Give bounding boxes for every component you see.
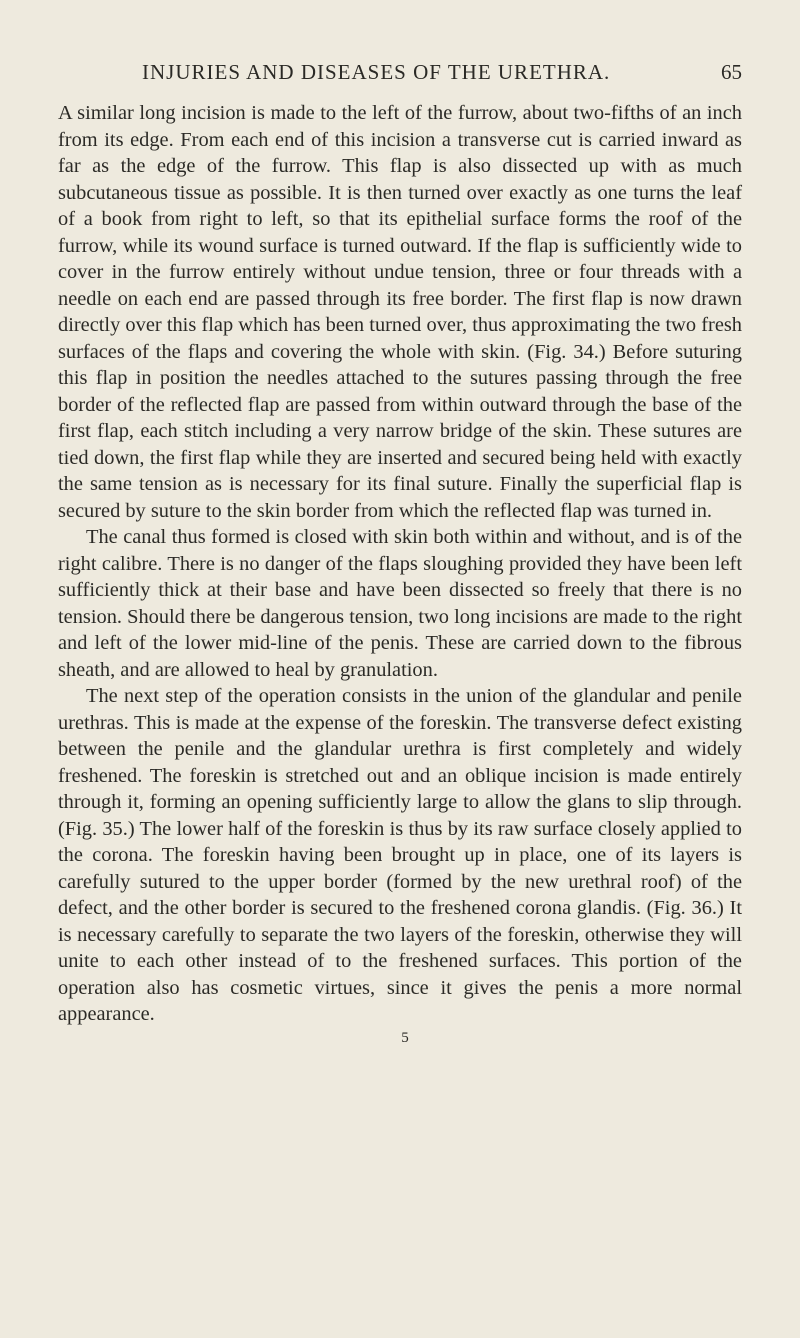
paragraph: The canal thus formed is closed with skin both within and without, and is of the right calibre. There is no danger of the flaps sloughing provided they have been left sufficiently thick at their base and have been dissected so freely that there is no tension. Should there be dangerous tension, two long incisions are made to the right and left of the lower mid-line of the penis. These are carried down to the fibrous sheath, and are allowed to heal by granulation.	[58, 526, 742, 681]
running-title: INJURIES AND DISEASES OF THE URETHRA.	[142, 60, 611, 84]
paragraph: A similar long incision is made to the left of the furrow, about two-fifths of an inch from its edge. From each end of this incision a transverse cut is carried inward as far as the edge of the furrow. This flap is also dissected up with as much subcutaneous tissue as possible. It is then turned over exactly as one turns the leaf of a book from right to left, so that its epithelial surface forms the roof of the furrow, while its wound surface is turned outward. If the flap is sufficiently wide to cover in the furrow entirely without undue tension, three or four threads with a needle on each end are passed through its free border. The first flap is now drawn directly over this flap which has been turned over, thus approximating the two fresh surfaces of the flaps and covering the whole with skin. (Fig. 34.) Before suturing this flap in position the needles attached to the sutures passing through the free border of the reflected flap are passed from within outward through the base of the first flap, each stitch including a very narrow bridge of the skin. These sutures are tied down, the first flap while they are inserted and secured being held with exactly the same tension as is necessary for its final suture. Finally the superficial flap is secured by suture to the skin border from which the reflected flap was turned in.	[58, 102, 742, 522]
body-text	[58, 100, 742, 1028]
running-head	[58, 60, 742, 100]
paragraph: The next step of the operation consists in the union of the glandular and penile urethras. This is made at the expense of the foreskin. The transverse defect existing between the penile and the glandular urethra is first completely and widely freshened. The foreskin is stretched out and an oblique incision is made entirely through it, forming an opening sufficiently large to allow the glans to slip through. (Fig. 35.) The lower half of the foreskin is thus by its raw surface closely applied to the corona. The foreskin having been brought up in place, one of its layers is carefully sutured to the upper border (formed by the new urethral roof) of the defect, and the other border is secured to the freshened corona glandis. (Fig. 36.) It is necessary carefully to separate the two layers of the foreskin, otherwise they will unite to each other instead of to the freshened surfaces. This portion of the operation also has cosmetic virtues, since it gives the penis a more normal appearance.	[58, 685, 742, 1025]
book-page	[58, 60, 742, 1047]
signature-mark: 5	[401, 1029, 409, 1046]
page-number: 65	[721, 60, 742, 84]
